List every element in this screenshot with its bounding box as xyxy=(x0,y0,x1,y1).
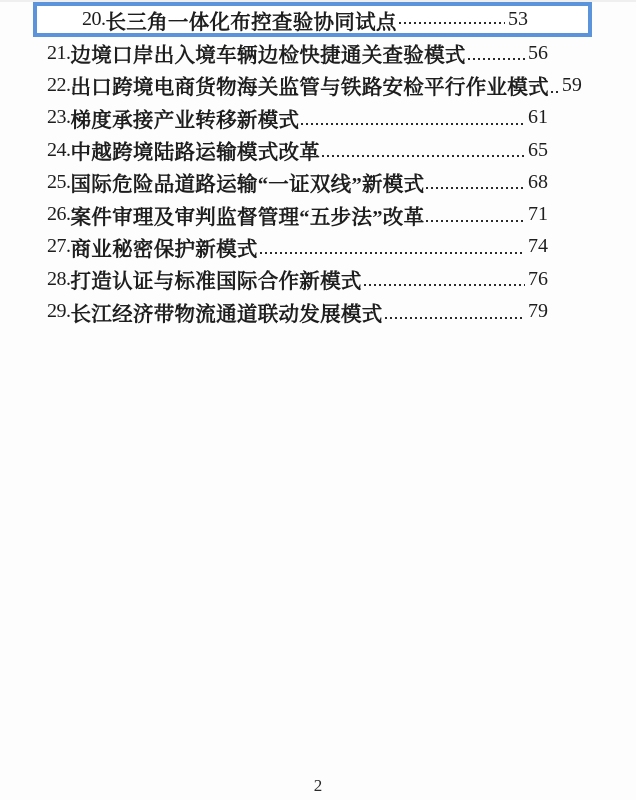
toc-entry-page: 71 xyxy=(528,203,548,226)
toc-entry-title: 梯度承接产业转移新模式 xyxy=(70,109,300,132)
dot-leader xyxy=(468,58,525,60)
toc-entry-29[interactable] xyxy=(47,295,548,327)
dot-leader xyxy=(551,91,559,93)
toc-entry-number: 20. xyxy=(82,8,106,30)
toc-entry-number: 28. xyxy=(47,267,71,290)
toc-entry-title: 案件审理及审判监督管理“五步法”改革 xyxy=(70,206,425,229)
toc-entry-25[interactable] xyxy=(47,166,548,198)
toc-entry-number: 29. xyxy=(47,300,71,323)
toc-entry-page: 79 xyxy=(528,300,548,323)
toc-entry-title: 出口跨境电商货物海关监管与铁路安检平行作业模式 xyxy=(70,77,549,100)
dot-leader xyxy=(364,284,525,286)
toc-entry-22[interactable] xyxy=(47,69,582,101)
toc-entry-page: 61 xyxy=(528,106,548,129)
toc-entry-title: 国际危险品道路运输“一证双线”新模式 xyxy=(70,174,425,197)
footer-page-number: 2 xyxy=(313,776,323,795)
toc-entry-title: 长江经济带物流通道联动发展模式 xyxy=(70,303,383,326)
toc-entry-number: 24. xyxy=(47,138,71,161)
toc-entry-27[interactable] xyxy=(47,231,548,263)
dot-leader xyxy=(301,123,525,125)
toc-entry-number: 23. xyxy=(47,106,71,129)
toc-entry-20[interactable] xyxy=(33,2,592,37)
dot-leader xyxy=(322,155,525,157)
toc-entry-page: 59 xyxy=(561,73,582,96)
toc-entry-page: 65 xyxy=(528,138,548,161)
table-of-contents xyxy=(47,2,582,328)
toc-entry-title: 长三角一体化布控查验协同试点 xyxy=(105,11,397,34)
toc-entry-26[interactable] xyxy=(47,198,548,230)
toc-entry-title: 中越跨境陆路运输模式改革 xyxy=(70,142,321,165)
toc-entry-title: 商业秘密保护新模式 xyxy=(70,238,258,261)
toc-entry-21[interactable] xyxy=(47,37,548,69)
toc-entry-page: 74 xyxy=(528,235,548,258)
dot-leader xyxy=(260,252,525,254)
toc-entry-number: 26. xyxy=(47,203,71,226)
toc-entry-page: 68 xyxy=(528,170,548,193)
dot-leader xyxy=(385,317,526,319)
toc-entry-23[interactable] xyxy=(47,102,548,134)
toc-entry-number: 21. xyxy=(47,41,71,64)
dot-leader xyxy=(399,22,505,24)
toc-entry-number: 27. xyxy=(47,235,71,258)
dot-leader xyxy=(426,187,525,189)
toc-entry-title: 边境口岸出入境车辆边检快捷通关查验模式 xyxy=(70,45,466,68)
toc-entry-number: 25. xyxy=(47,170,71,193)
toc-entry-page: 53 xyxy=(508,8,528,30)
toc-entry-page: 76 xyxy=(528,267,548,290)
dot-leader xyxy=(426,220,525,222)
toc-entry-28[interactable] xyxy=(47,263,548,295)
toc-entry-page: 56 xyxy=(528,41,548,64)
toc-entry-number: 22. xyxy=(47,73,71,96)
toc-entry-24[interactable] xyxy=(47,134,548,166)
toc-entry-title: 打造认证与标准国际合作新模式 xyxy=(70,271,362,294)
